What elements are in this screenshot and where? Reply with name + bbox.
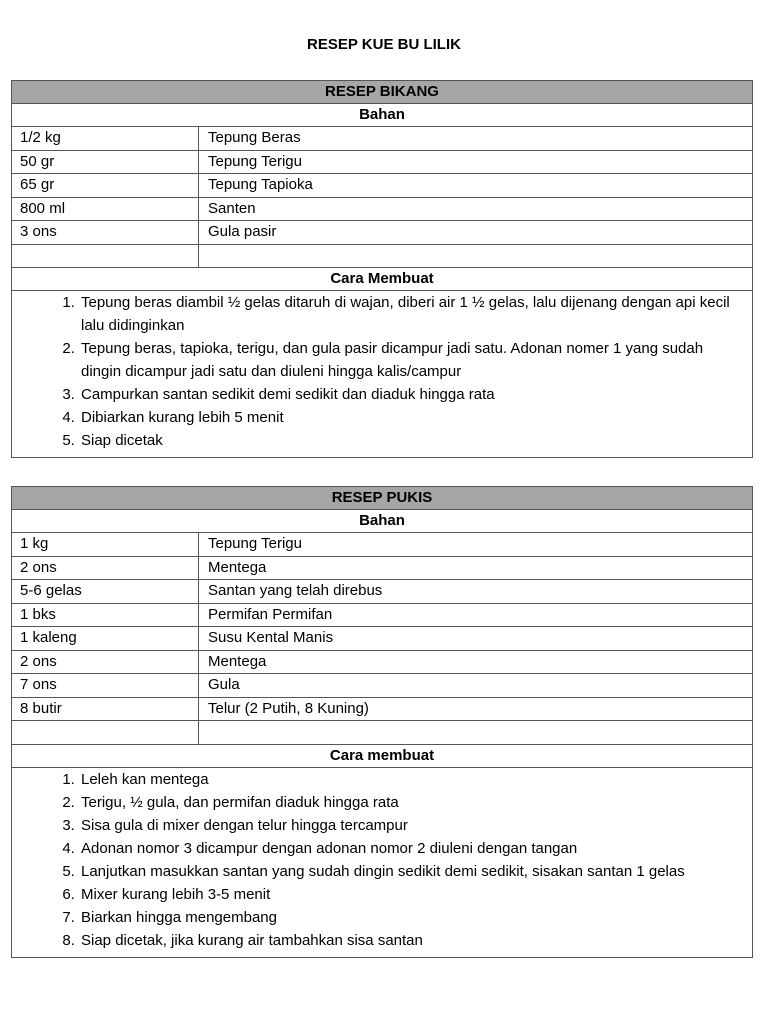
ingredient-quantity: 7 ons [12, 674, 199, 697]
ingredients-list [12, 127, 752, 268]
ingredient-row [12, 721, 752, 745]
ingredient-name: Santen [208, 199, 256, 217]
recipe-title: RESEP BIKANG [12, 81, 752, 104]
step-item: 8. Siap dicetak, jika kurang air tambahkan sisa santan [79, 929, 740, 952]
recipe-table-pukis [11, 486, 753, 958]
step-item: 3. Sisa gula di mixer dengan telur hingga tercampur [79, 814, 740, 837]
step-item: 3. Campurkan santan sedikit demi sedikit dan diaduk hingga rata [79, 383, 740, 406]
ingredient-quantity [12, 721, 199, 744]
step-item: 7. Biarkan hingga mengembang [79, 906, 740, 929]
step-item: 4. Dibiarkan kurang lebih 5 menit [79, 406, 740, 429]
recipe-title: RESEP PUKIS [12, 487, 752, 510]
ingredient-quantity: 1 kaleng [12, 627, 199, 650]
step-item: 1. Leleh kan mentega [79, 768, 740, 791]
ingredient-name: Santan yang telah direbus [208, 582, 383, 599]
ingredient-row [12, 651, 752, 675]
ingredient-row [12, 557, 752, 581]
ingredient-row [12, 580, 752, 604]
ingredients-list [12, 533, 752, 745]
ingredient-quantity: 50 gr [12, 151, 199, 174]
steps-list [12, 291, 752, 457]
step-item: 2. Terigu, ½ gula, dan permifan diaduk hingga rata [79, 791, 740, 814]
ingredient-name: Gula [208, 676, 240, 693]
ingredient-row [12, 674, 752, 698]
ingredient-name: Gula pasir [208, 223, 277, 240]
ingredient-quantity: 2 ons [12, 651, 199, 674]
ingredient-name: Permifan Permifan [208, 605, 333, 623]
ingredient-name: Telur (2 Putih, 8 Kuning) [208, 699, 369, 717]
ingredient-row [12, 151, 752, 175]
ingredient-row [12, 221, 752, 245]
ingredient-name: Susu Kental Manis [208, 629, 334, 646]
ingredient-name: Tepung Beras [208, 129, 301, 146]
ingredient-name: Mentega [208, 558, 267, 576]
ingredient-name [199, 721, 208, 744]
ingredient-row [12, 174, 752, 198]
document-title: RESEP KUE BU LILIK [307, 36, 461, 53]
recipe-table-bikang [11, 80, 753, 458]
ingredient-quantity: 1 bks [12, 604, 199, 627]
ingredient-name: Mentega [208, 652, 267, 670]
ingredient-quantity [12, 245, 199, 268]
ingredient-quantity: 8 butir [12, 698, 199, 721]
ingredient-row [12, 198, 752, 222]
ingredient-row [12, 627, 752, 651]
ingredient-quantity: 800 ml [12, 198, 199, 221]
ingredient-row [12, 698, 752, 722]
ingredient-quantity: 1/2 kg [12, 127, 199, 150]
ingredient-row [12, 127, 752, 151]
ingredient-name [199, 245, 208, 268]
step-item: 5. Lanjutkan masukkan santan yang sudah dingin sedikit demi sedikit, sisakan santan 1 gelas [79, 860, 740, 883]
ingredient-row [12, 604, 752, 628]
ingredient-name: Tepung Tapioka [208, 176, 313, 193]
ingredient-quantity: 5-6 gelas [12, 580, 199, 603]
ingredients-heading: Bahan [12, 510, 752, 533]
steps-list [12, 768, 752, 957]
ingredient-quantity: 3 ons [12, 221, 199, 244]
step-item: 2. Tepung beras, tapioka, terigu, dan gula pasir dicampur jadi satu. Adonan nomer 1 yang sudah dingin dicampur jadi satu dan diuleni hingga kalis/campur [79, 337, 740, 383]
ingredient-row [12, 533, 752, 557]
ingredient-quantity: 65 gr [12, 174, 199, 197]
step-item: 5. Siap dicetak [79, 429, 740, 452]
steps-heading: Cara Membuat [12, 268, 752, 291]
ingredient-quantity: 1 kg [12, 533, 199, 556]
step-item: 1. Tepung beras diambil ½ gelas ditaruh di wajan, diberi air 1 ½ gelas, lalu dijenang dengan api kecil lalu didinginkan [79, 291, 740, 337]
step-item: 6. Mixer kurang lebih 3-5 menit [79, 883, 740, 906]
ingredient-row [12, 245, 752, 269]
ingredient-quantity: 2 ons [12, 557, 199, 580]
ingredient-name: Tepung Terigu [208, 535, 302, 552]
step-item: 4. Adonan nomor 3 dicampur dengan adonan nomor 2 diuleni dengan tangan [79, 837, 740, 860]
steps-heading: Cara membuat [12, 745, 752, 768]
ingredient-name: Tepung Terigu [208, 152, 302, 170]
ingredients-heading: Bahan [12, 104, 752, 127]
